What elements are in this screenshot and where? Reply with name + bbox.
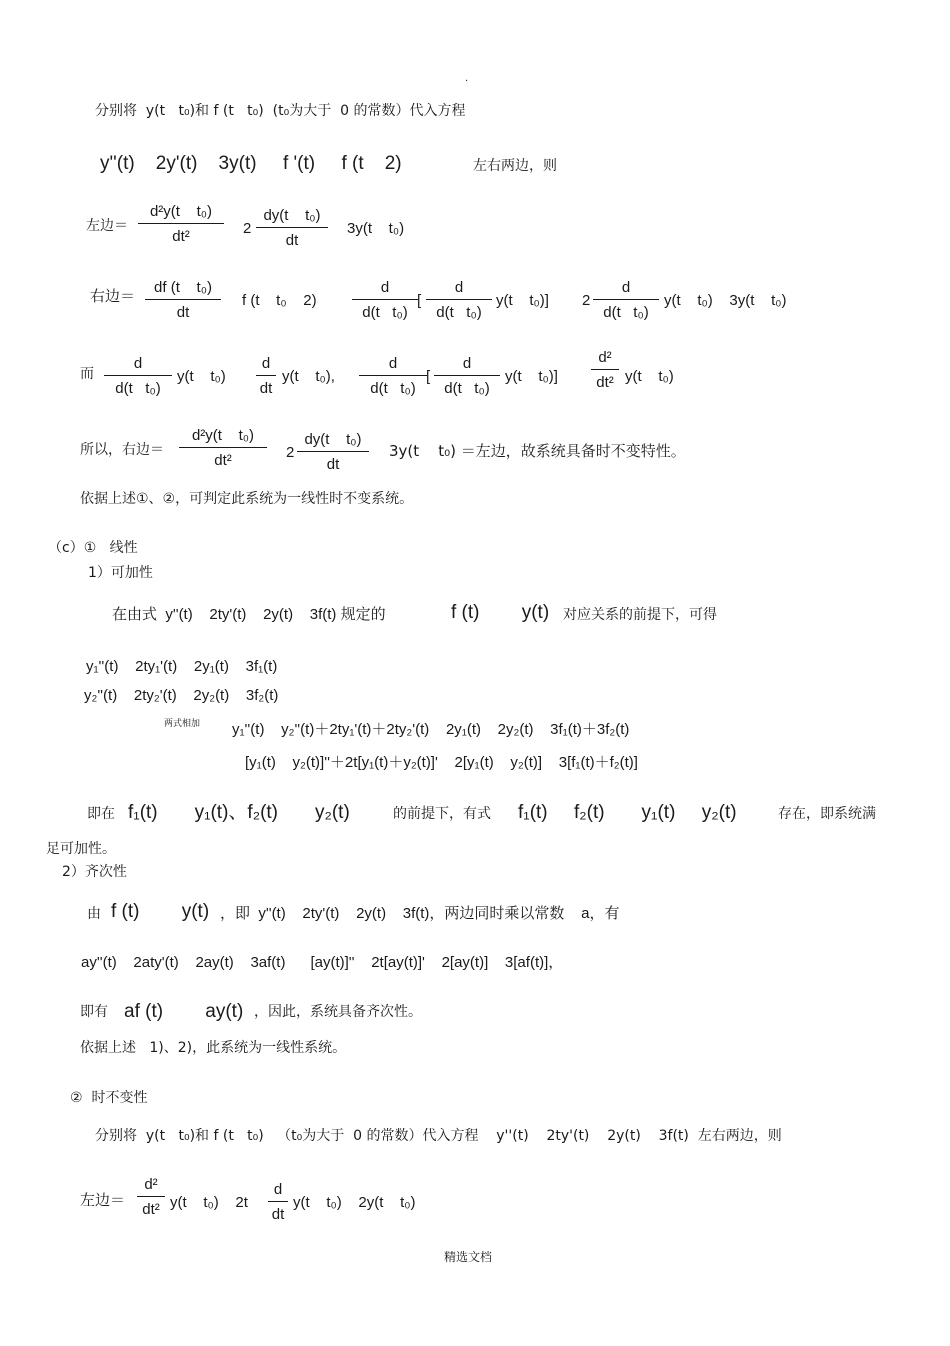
right-side-term: f (t t₀ 2) bbox=[242, 292, 317, 309]
identity-term: y(t t₀)] bbox=[505, 368, 558, 385]
fraction-denominator: dt bbox=[285, 232, 299, 249]
time-invariance-substitution: 分别将 y(t t₀)和 f (t t₀) （t₀为大于 0 的常数）代入方程 y''(t) 2ty'(t) 2y(t) 3f(t) 左右两边，则 bbox=[95, 1128, 782, 1144]
identity-term: y(t t₀) bbox=[625, 368, 674, 385]
fraction-denominator: dt² bbox=[142, 1201, 160, 1218]
fraction-denominator: d(t t₀) bbox=[444, 380, 490, 397]
given-equation-line: 在由式 y''(t) 2ty'(t) 2y(t) 3f(t) 规定的 bbox=[112, 606, 386, 623]
left-side-term: y(t t₀) 2y(t t₀) bbox=[293, 1194, 416, 1211]
fraction-numerator: d² bbox=[137, 1176, 165, 1197]
right-side-label: 右边＝ bbox=[90, 287, 136, 305]
fraction-denominator: dt bbox=[326, 456, 340, 473]
linearity-conclusion: 依据上述 1)、2)，此系统为一线性系统。 bbox=[80, 1040, 347, 1056]
fraction-denominator: d(t t₀) bbox=[370, 380, 416, 397]
homogeneity-statement: ，即 y''(t) 2ty'(t) 2y(t) 3f(t)，两边同时乘以常数 a，有 bbox=[220, 905, 620, 922]
d-over-d-shift-fraction bbox=[104, 355, 172, 397]
first-derivative-fraction bbox=[297, 431, 369, 473]
homogeneity-result-mapping: af (t) ay(t) bbox=[124, 1001, 244, 1022]
d-over-d-shift-fraction bbox=[434, 355, 500, 397]
homogeneity-mapping: f (t) y(t) bbox=[111, 901, 210, 922]
right-derivative-fraction bbox=[145, 279, 221, 321]
left-second-derivative-fraction bbox=[138, 203, 224, 245]
d-over-d-shift-fraction bbox=[359, 355, 427, 397]
fraction-denominator: dt² bbox=[596, 374, 614, 391]
left-side-label: 左边＝ bbox=[86, 218, 128, 234]
header-mark: . bbox=[465, 73, 469, 84]
main-equation-tail: 左右两边，则 bbox=[473, 158, 557, 174]
main-equation: y''(t) 2y'(t) 3y(t) f '(t) f (t 2) bbox=[100, 153, 402, 174]
fraction-numerator: dy(t t₀) bbox=[256, 207, 328, 228]
homogeneity-result-tail: ，因此，系统具备齐次性。 bbox=[254, 1004, 422, 1020]
second-derivative-operator bbox=[591, 349, 619, 391]
identity-label: 而 bbox=[80, 366, 94, 382]
homogeneity-equation: ay''(t) 2aty'(t) 2ay(t) 3af(t) [ay(t)]'' 2t[ay(t)]' 2[ay(t)] 3[af(t)]， bbox=[81, 954, 564, 971]
left-side-label: 左边＝ bbox=[80, 1191, 126, 1209]
left-bracket: [ bbox=[426, 368, 431, 385]
section-c-heading: （c）① 线性 bbox=[48, 540, 138, 556]
d-over-d-shift-fraction bbox=[426, 279, 492, 321]
d-over-dt-fraction bbox=[268, 1181, 288, 1223]
given-mapping: f (t) y(t) bbox=[451, 602, 550, 623]
fraction-numerator: d bbox=[359, 355, 427, 376]
fraction-numerator: d bbox=[256, 355, 276, 376]
coefficient: 2 bbox=[286, 444, 295, 461]
fraction-denominator: dt² bbox=[214, 452, 232, 469]
fraction-numerator: d bbox=[268, 1181, 288, 1202]
fraction-denominator: dt² bbox=[172, 228, 190, 245]
right-side-term: y(t t₀) 3y(t t₀) bbox=[664, 292, 787, 309]
identity-term: y(t t₀), bbox=[282, 368, 335, 385]
fraction-denominator: d(t t₀) bbox=[115, 380, 161, 397]
sum-note: 两式相加 bbox=[164, 719, 201, 729]
identity-term: y(t t₀) bbox=[177, 368, 226, 385]
result-middle: 的前提下，有式 bbox=[393, 806, 491, 822]
additivity-heading: 1）可加性 bbox=[88, 565, 153, 581]
sum-equation-line-2: [y₁(t) y₂(t)]''＋2t[y₁(t)＋y₂(t)]' 2[y₁(t) y₂(t)] 3[f₁(t)＋f₂(t)] bbox=[245, 754, 638, 771]
fraction-denominator: d(t t₀) bbox=[436, 304, 482, 321]
d-over-d-shift-fraction bbox=[352, 279, 418, 321]
coefficient: 2 bbox=[243, 220, 252, 237]
left-first-derivative-fraction bbox=[256, 207, 328, 249]
equation-y1: y₁''(t) 2ty₁'(t) 2y₁(t) 3f₁(t) bbox=[86, 658, 278, 675]
substitution-line: 分别将 y(t t₀)和 f (t t₀) (t₀为大于 0 的常数）代入方程 bbox=[95, 103, 466, 119]
fraction-numerator: d² bbox=[591, 349, 619, 370]
equation-y2: y₂''(t) 2ty₂'(t) 2y₂(t) 3f₂(t) bbox=[84, 687, 279, 704]
result-tail: 存在，即系统满 bbox=[778, 806, 876, 822]
fraction-numerator: d bbox=[426, 279, 492, 300]
result-sum-mapping: f₁(t) f₂(t) y₁(t) y₂(t) bbox=[518, 802, 737, 823]
fraction-numerator: d bbox=[352, 279, 418, 300]
fraction-numerator: dy(t t₀) bbox=[297, 431, 369, 452]
fraction-numerator: df (t t₀) bbox=[145, 279, 221, 300]
fraction-denominator: d(t t₀) bbox=[603, 304, 649, 321]
result-wrap: 足可加性。 bbox=[46, 841, 116, 857]
fraction-denominator: dt bbox=[271, 1206, 285, 1223]
fraction-numerator: d bbox=[434, 355, 500, 376]
second-derivative-operator bbox=[137, 1176, 165, 1218]
d-over-dt-fraction bbox=[256, 355, 276, 397]
left-bracket: [ bbox=[417, 292, 422, 309]
result-prefix: 即在 bbox=[87, 806, 115, 822]
coefficient: 2 bbox=[582, 292, 591, 309]
fraction-numerator: d²y(t t₀) bbox=[138, 203, 224, 224]
given-equation-tail: 对应关系的前提下，可得 bbox=[563, 607, 717, 623]
fraction-numerator: d bbox=[104, 355, 172, 376]
left-side-term: y(t t₀) 2t bbox=[170, 1194, 248, 1211]
fraction-denominator: dt bbox=[259, 380, 273, 397]
homogeneity-result-prefix: 即有 bbox=[80, 1004, 108, 1020]
homogeneity-heading: 2）齐次性 bbox=[62, 864, 127, 880]
footer-text: 精选文档 bbox=[444, 1250, 493, 1264]
fraction-numerator: d²y(t t₀) bbox=[179, 427, 267, 448]
fraction-denominator: dt bbox=[176, 304, 190, 321]
second-derivative-fraction bbox=[179, 427, 267, 469]
homogeneity-prefix: 由 bbox=[87, 906, 101, 922]
left-side-term: 3y(t t₀) bbox=[347, 220, 405, 237]
conclusion-text: 依据上述①、②，可判定此系统为一线性时不变系统。 bbox=[80, 491, 414, 507]
result-mapping: f₁(t) y₁(t)、f₂(t) y₂(t) bbox=[128, 802, 350, 823]
right-side-term: y(t t₀)] bbox=[496, 292, 549, 309]
fraction-numerator: d bbox=[593, 279, 659, 300]
sum-equation-line-1: y₁''(t) y₂''(t)＋2ty₁'(t)＋2ty₂'(t) 2y₁(t) 2y₂(t) 3f₁(t)＋3f₂(t) bbox=[232, 721, 630, 738]
so-conclusion-text: 3y(t t₀) ＝左边，故系统具备时不变特性。 bbox=[389, 442, 686, 460]
so-right-side-label: 所以，右边＝ bbox=[80, 442, 164, 458]
fraction-denominator: d(t t₀) bbox=[362, 304, 408, 321]
d-over-d-shift-fraction bbox=[593, 279, 659, 321]
time-invariance-heading: ② 时不变性 bbox=[70, 1090, 148, 1106]
